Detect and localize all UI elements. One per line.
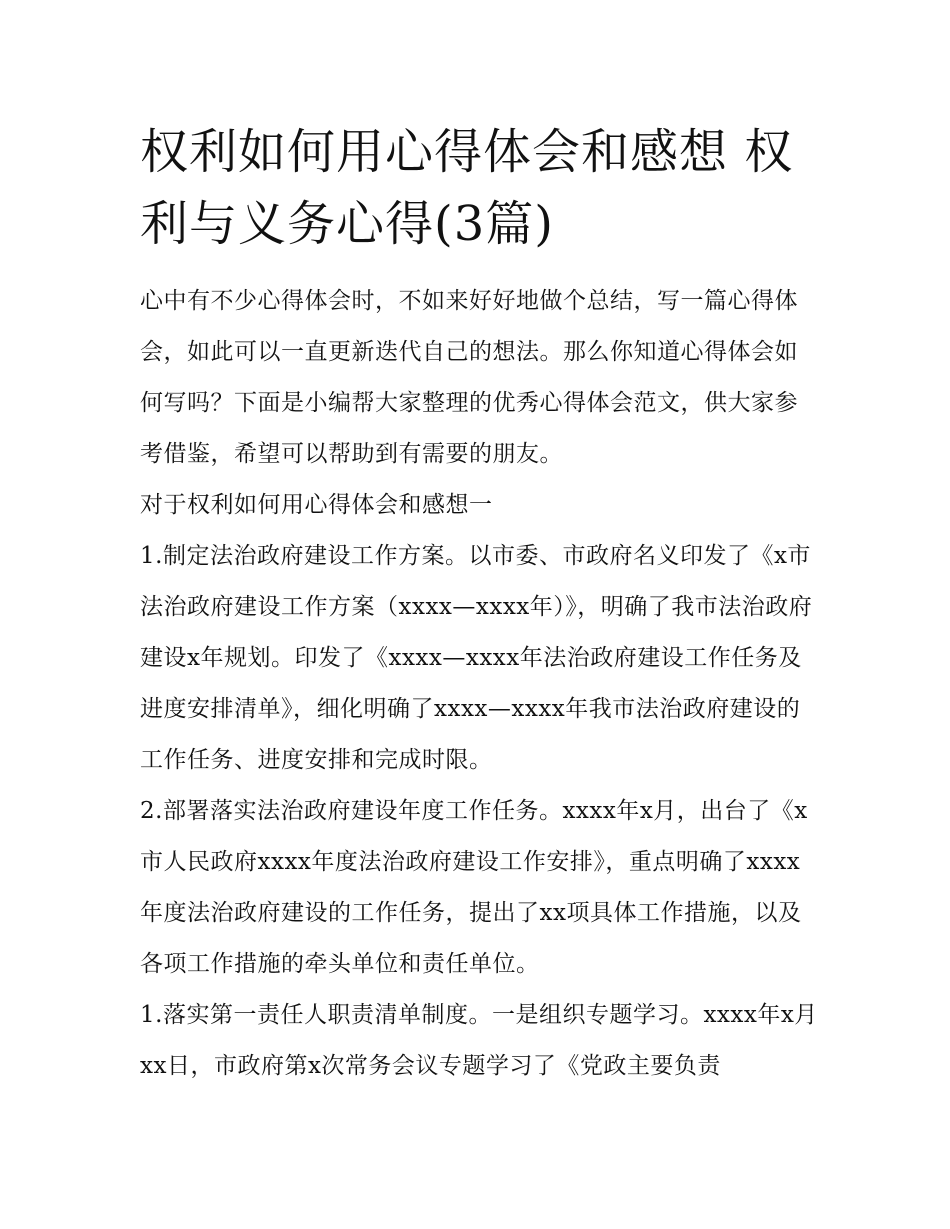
body-paragraph: 1.制定法治政府建设工作方案。以市委、市政府名义印发了《x市法治政府建设工作方案（xxxx—xxxx年）》，明确了我市法治政府建设x年规划。印发了《xxxx—xxxx年法治政府建设工作任务及进度安排清单》，细化明确了xxxx—xxxx年我市法治政府建设的工作任务、进度安排和完成时限。: [140, 543, 813, 773]
intro-paragraph: 心中有不少心得体会时，不如来好好地做个总结，写一篇心得体会，如此可以一直更新迭代自己的想法。那么你知道心得体会如何写吗？下面是小编帮大家整理的优秀心得体会范文，供大家参考借鉴，希望可以帮助到有需要的朋友。: [140, 288, 798, 467]
body-paragraph: 2.部署落实法治政府建设年度工作任务。xxxx年x月，出台了《x市人民政府xxxx年度法治政府建设工作安排》，重点明确了xxxx年度法治政府建设的工作任务，提出了xx项具体工作措施，以及各项工作措施的牵头单位和责任单位。: [140, 798, 808, 977]
document-title: 权利如何用心得体会和感想 权利与义务心得(3篇): [140, 124, 794, 252]
body-paragraph: 1.落实第一责任人职责清单制度。一是组织专题学习。xxxx年x月xx日，市政府第x次常务会议专题学习了《党政主要负责: [140, 1002, 818, 1079]
section-heading: 对于权利如何用心得体会和感想一: [140, 492, 493, 518]
document-body: [140, 276, 820, 1092]
